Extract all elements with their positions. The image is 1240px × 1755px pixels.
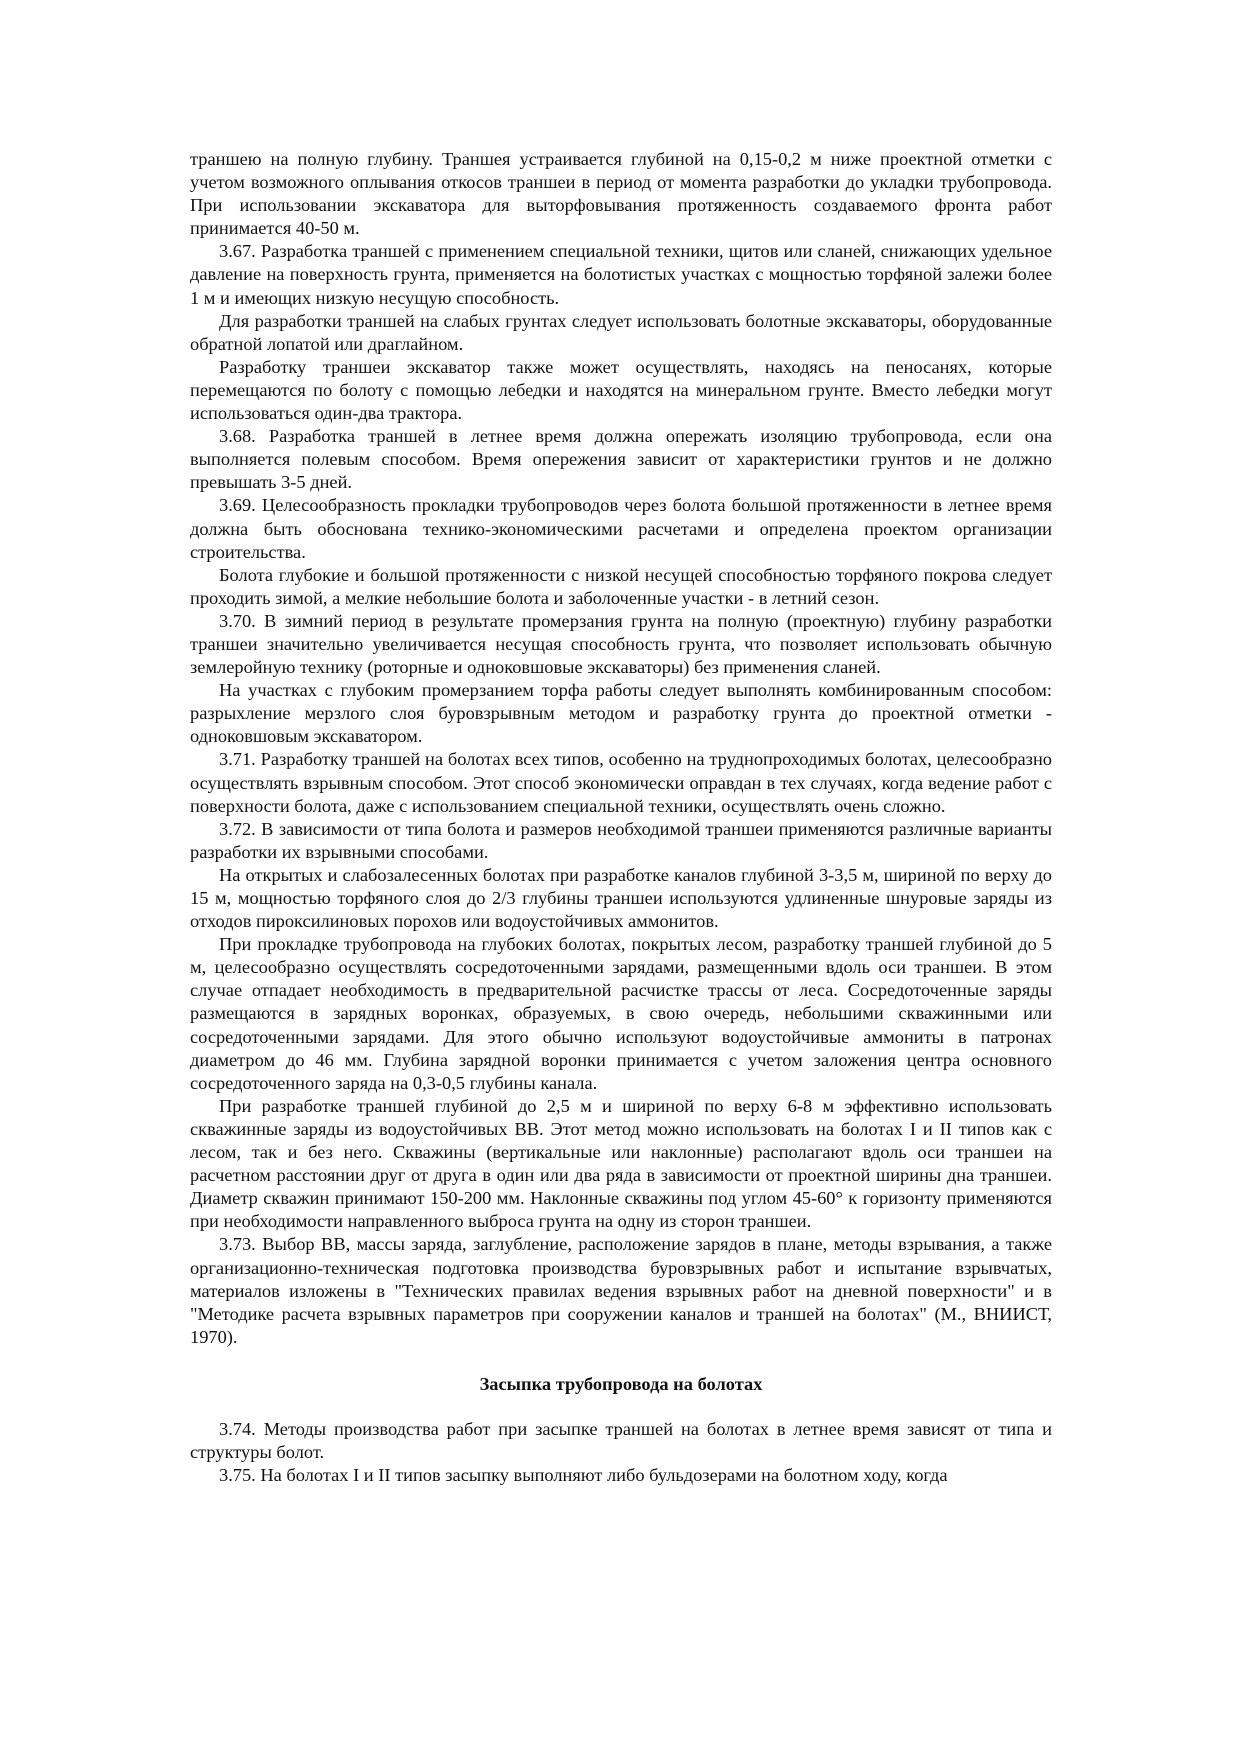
section-heading: Засыпка трубопровода на болотах <box>479 1373 763 1394</box>
paragraph-3-68: 3.68. Разработка траншей в летнее время должна опережать изоляцию трубопровода, если она выполняется полевым способом. Время опережения зависит от характеристики грунтов и не должно превышать 3-5 дней. <box>190 426 1052 493</box>
paragraph-3-74: 3.74. Методы производства работ при засыпке траншей на болотах в летнее время зависят от типа и структуры болот. <box>190 1418 1052 1463</box>
paragraph-3-67: 3.67. Разработка траншей с применением специальной техники, щитов или слaней, снижающих удельное давление на поверхность грунта, применяется на болотистых участках с мощностью торфяной залежи более 1 м и имеющих низкую несущую способность. <box>190 241 1052 308</box>
paragraph: Разработку траншеи экскаватор также может осуществлять, находясь на пеносанях, которые перемещаются по болоту с помощью лебедки и находятся на минеральном грунте. Вместо лебедки могут использоваться один-два трактора. <box>190 356 1052 424</box>
paragraph-3-71: 3.71. Разработку траншей на болотах всех типов, особенно на труднопроходимых болотах, целесообразно осуществлять взрывным способом. Этот способ экономически оправдан в тех случаях, когда ведение работ с поверхности болота, даже с использованием специальной техники, осуществлять очень сложно. <box>190 749 1052 816</box>
paragraph: Для разработки траншей на слабых грунтах следует использовать болотные экскаваторы, оборудованные обратной лопатой или драглайном. <box>190 310 1052 354</box>
paragraph-3-72: 3.72. В зависимости от типа болота и размеров необходимой траншеи применяются различные варианты разработки их взрывными способами. <box>190 818 1052 862</box>
paragraph-3-69: 3.69. Целесообразность прокладки трубопроводов через болота большой протяженности в летнее время должна быть обоснована технико-экономическими расчетами и определена проектом организации строительства. <box>190 495 1052 562</box>
paragraph-3-73: 3.73. Выбор ВВ, массы заряда, заглубление, расположение зарядов в плане, методы взрывания, а также организационно-техническая подготовка производства буровзрывных работ и испытание взрывчатых, материалов изложены в "Технических правилах ведения взрывных работ на дневной поверхности" и в "Методике расчета взрывных параметров при сооружении каналов и траншей на болотах" (М., ВНИИСТ, 1970). <box>190 1234 1052 1347</box>
paragraph-3-75: 3.75. На болотах I и II типов засыпку выполняют либо бульдозерами на болотном ходу, когда <box>219 1465 948 1486</box>
paragraph: При прокладке трубопровода на глубоких болотах, покрытых лесом, разработку траншей глубиной до 5 м, целесообразно осуществлять сосредоточенными зарядами, размещенными вдоль оси траншеи. В этом случае отпадает необходимость в предварительной расчистке трассы от леса. Сосредоточенные заряды размещаются в зарядных воронках, образуемых, в свою очередь, небольшими скважинными или сосредоточенными зарядами. Для этого обычно используют водоустойчивые аммониты в патронах диаметром до 46 мм. Глубина зарядной воронки принимается с учетом заложения центра основного сосредоточенного заряда на 0,3-0,5 глубины канала. <box>190 934 1052 1093</box>
document-body <box>190 148 1052 1487</box>
paragraph: Болота глубокие и большой протяженности с низкой несущей способностью торфяного покрова следует проходить зимой, а мелкие небольшие болота и заболоченные участки - в летний сезон. <box>190 564 1052 608</box>
paragraph: На открытых и слабозалесенных болотах при разработке каналов глубиной 3-3,5 м, шириной по верху до 15 м, мощностью торфяного слоя до 2/3 глубины траншеи используются удлиненные шнуровые заряды из отходов пироксилиновых порохов или водоустойчивых аммонитов. <box>190 864 1052 932</box>
paragraph-3-70: 3.70. В зимний период в результате промерзания грунта на полную (проектную) глубину разработки траншеи значительно увеличивается несущая способность грунта, что позволяет использовать обычную землеройную технику (роторные и одноковшовые экскаваторы) без применения сланей. <box>190 610 1052 678</box>
paragraph: На участках с глубоким промерзанием торфа работы следует выполнять комбинированным способом: разрыхление мерзлого слоя буровзрывным методом и разработку грунта до проектной отметки - одноковшовым экскаватором. <box>190 680 1052 747</box>
paragraph: траншею на полную глубину. Траншея устраивается глубиной на 0,15-0,2 м ниже проектной отметки с учетом возможного оплывания откосов траншеи в период от момента разработки до укладки трубопровода. При использовании экскаватора для выторфовывания протяженность создаваемого фронта работ принимается 40-50 м. <box>190 149 1052 239</box>
paragraph: При разработке траншей глубиной до 2,5 м и шириной по верху 6-8 м эффективно использовать скважинные заряды из водоустойчивых ВВ. Этот метод можно использовать на болотах I и II типов как с лесом, так и без него. Скважины (вертикальные или наклонные) располагают вдоль оси траншеи на расчетном расстоянии друг от друга в один или два ряда в зависимости от проектной ширины дна траншеи. Диаметр скважин принимают 150-200 мм. Наклонные скважины под углом 45-60° к горизонту применяются при необходимости направленного выброса грунта на одну из сторон траншеи. <box>190 1095 1052 1232</box>
